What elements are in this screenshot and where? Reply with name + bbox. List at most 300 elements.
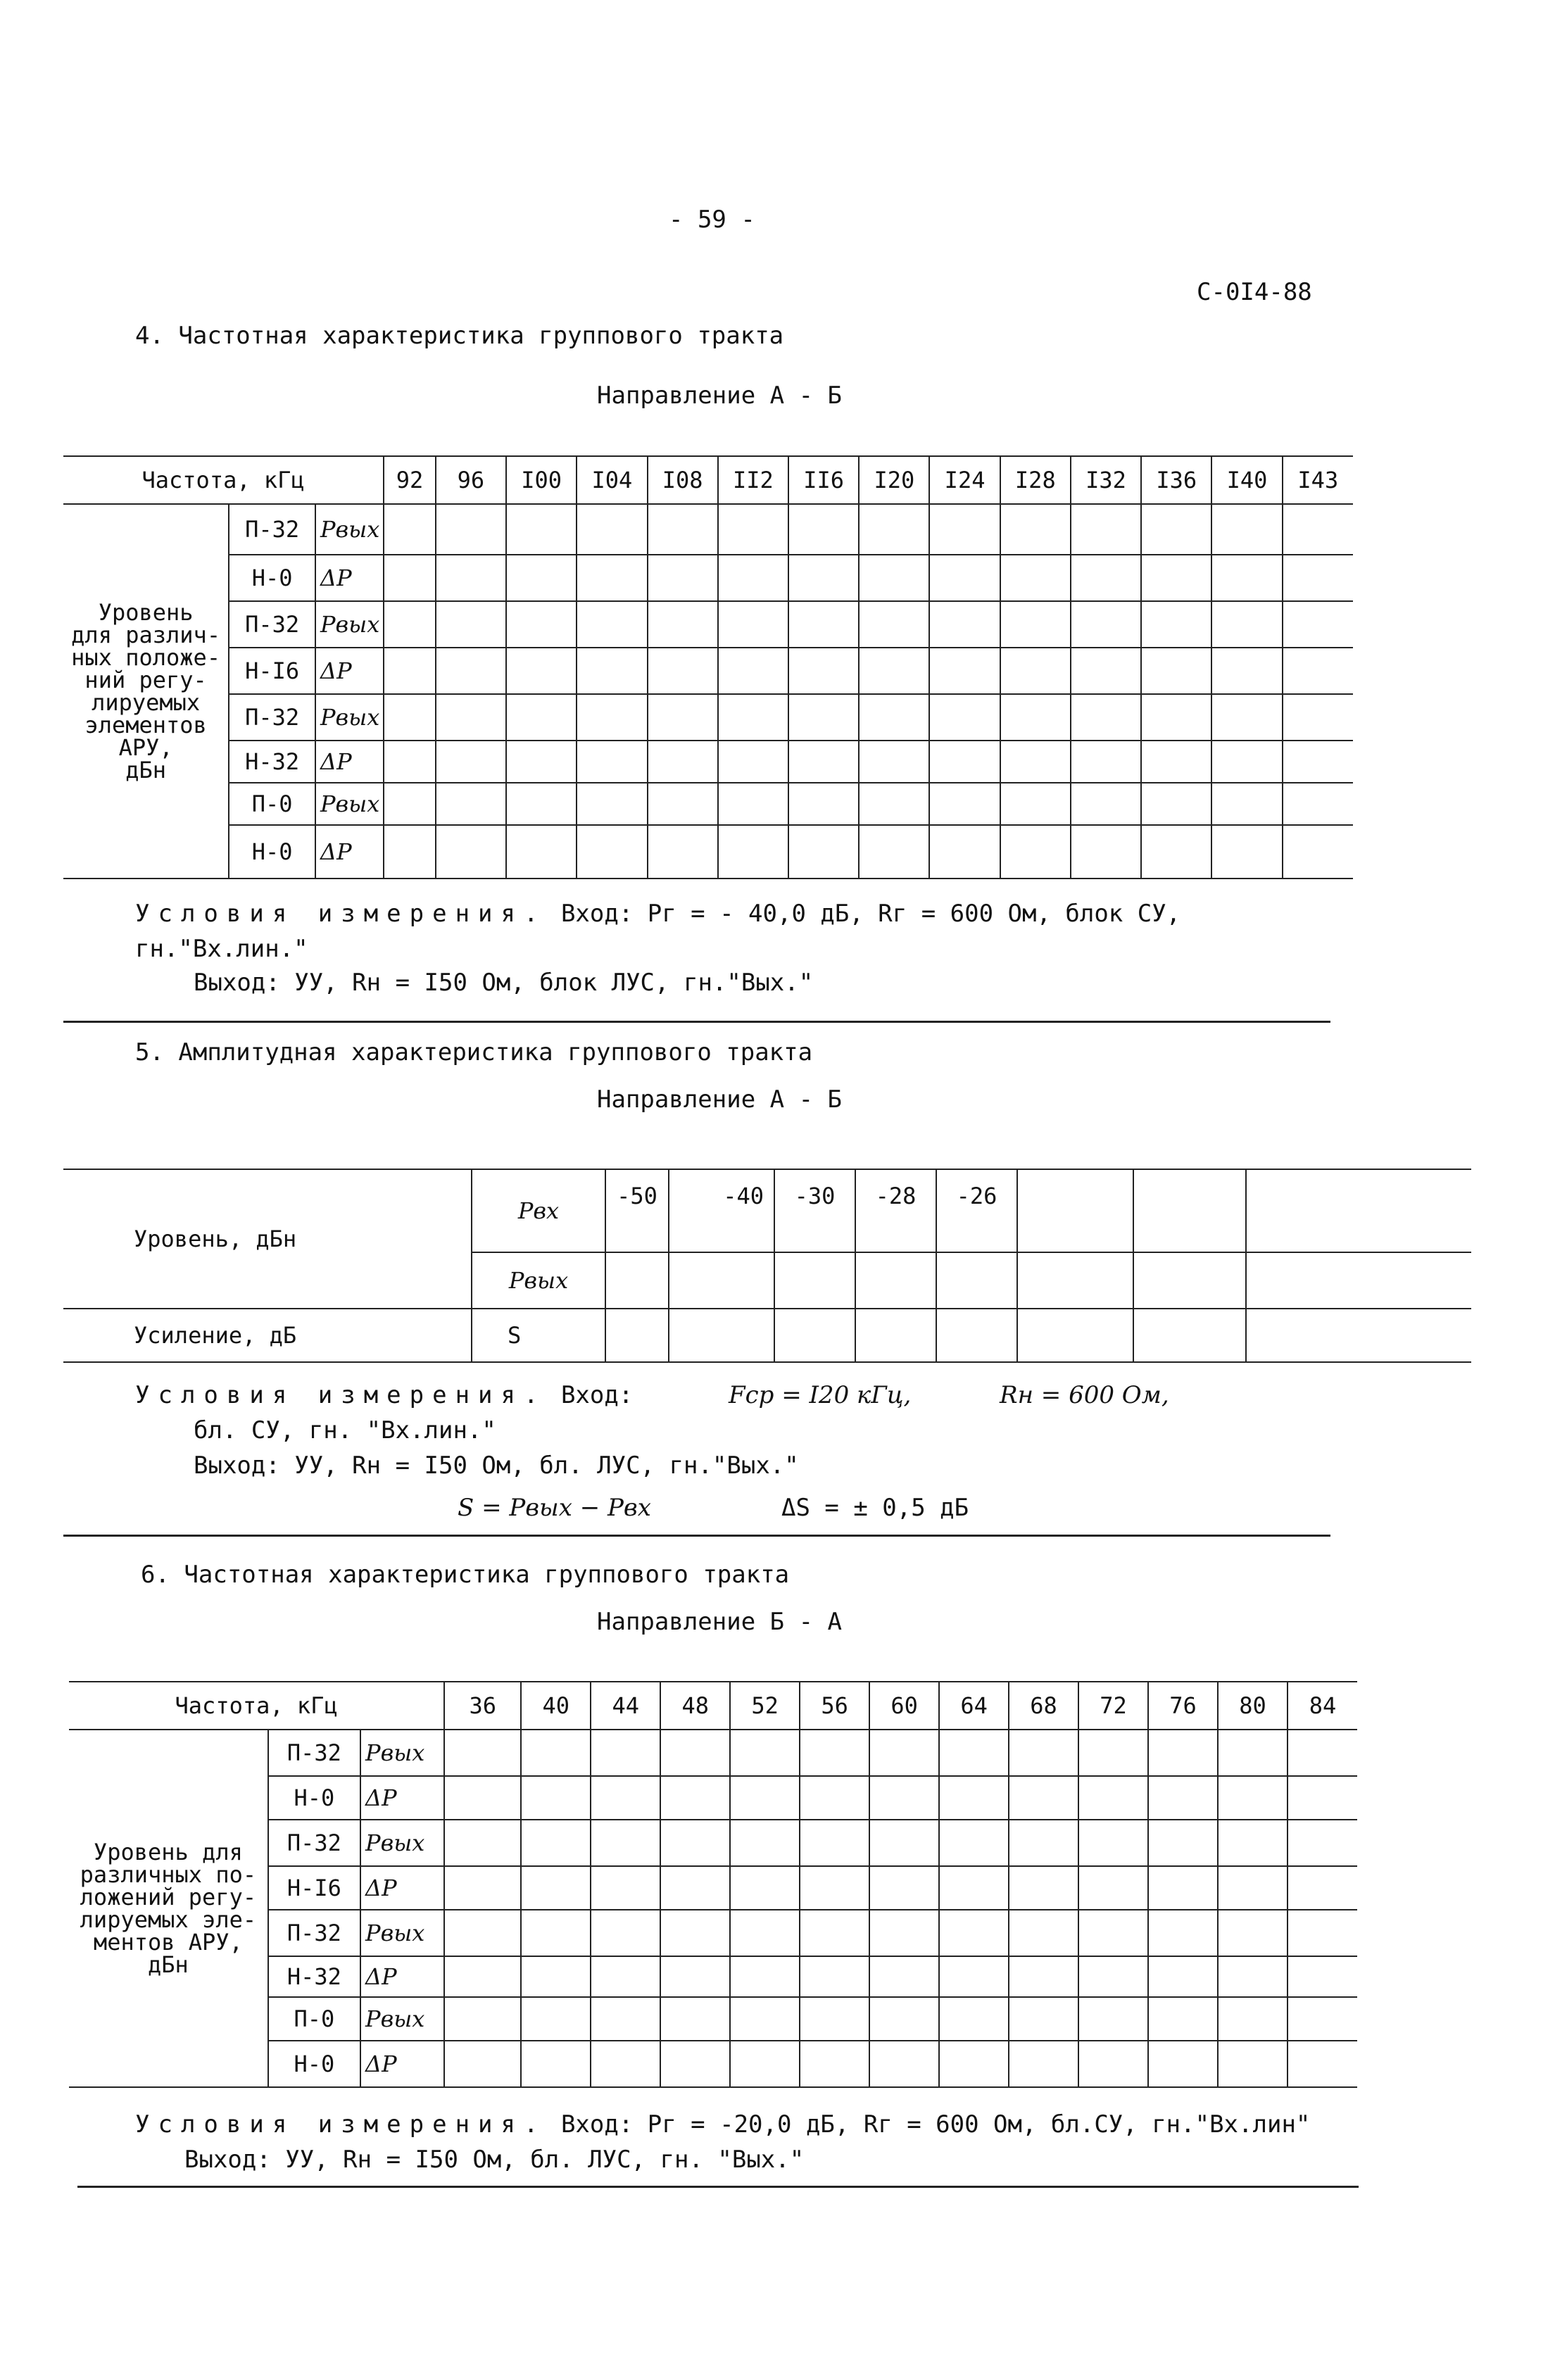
s6-value-cell	[939, 1910, 1009, 1956]
s6-symbol: ΔP	[360, 2041, 444, 2087]
s6-symbol: Pвых	[360, 1997, 444, 2041]
s6-value-cell	[660, 2041, 730, 2087]
s6-value-cell	[1148, 2041, 1218, 2087]
s4-value-cell	[648, 741, 718, 783]
s4-freq-5: II2	[718, 456, 788, 504]
section6-direction: Направление Б - А	[597, 1608, 842, 1636]
s5-empty-cell	[855, 1309, 936, 1362]
s6-freq-7: 64	[939, 1682, 1009, 1730]
s6-value-cell	[1009, 2041, 1078, 2087]
s4-freq-1: 96	[436, 456, 506, 504]
s4-value-cell	[1211, 783, 1282, 825]
s6-value-cell	[521, 1956, 591, 1997]
s6-value-cell	[444, 1997, 521, 2041]
s5-val-4: -26	[936, 1169, 1017, 1252]
s5-sym-gain: S	[472, 1309, 605, 1362]
s4-position: Н-I6	[229, 648, 315, 694]
s6-value-cell	[730, 1820, 800, 1866]
s6-value-cell	[444, 1910, 521, 1956]
s4-value-cell	[859, 783, 929, 825]
s6-value-cell	[591, 1956, 660, 1997]
s5-empty-cell	[1017, 1252, 1133, 1309]
s6-value-cell	[869, 1910, 939, 1956]
s6-value-cell	[939, 1997, 1009, 2041]
s6-value-cell	[521, 2041, 591, 2087]
s6-symbol: ΔP	[360, 1956, 444, 1997]
s5-empty-cell	[1133, 1252, 1246, 1309]
s4-value-cell	[384, 648, 436, 694]
s4-value-cell	[1283, 504, 1353, 555]
s4-value-cell	[1141, 504, 1211, 555]
s4-value-cell	[577, 741, 647, 783]
s6-value-cell	[1148, 1956, 1218, 1997]
s6-value-cell	[591, 1866, 660, 1910]
s6-position: Н-0	[268, 1776, 360, 1820]
s6-value-cell	[660, 1776, 730, 1820]
s4-freq-11: I36	[1141, 456, 1211, 504]
s4-value-cell	[436, 825, 506, 879]
s6-position: Н-I6	[268, 1866, 360, 1910]
s6-value-cell	[1078, 2041, 1148, 2087]
s6-value-cell	[730, 1866, 800, 1910]
s5-level-label: Уровень, дБн	[63, 1169, 472, 1309]
s4-value-cell	[384, 555, 436, 601]
s6-value-cell	[660, 1997, 730, 2041]
s4-value-cell	[718, 783, 788, 825]
s4-conditions-line3: Выход: УУ, Rн = I50 Ом, блок ЛУС, гн."Вых."	[194, 969, 814, 997]
s6-value-cell	[1288, 1956, 1357, 1997]
s4-value-cell	[1000, 741, 1071, 783]
s6-freq-9: 72	[1078, 1682, 1148, 1730]
s6-value-cell	[939, 1866, 1009, 1910]
s4-row	[63, 825, 1353, 879]
s6-freq-3: 48	[660, 1682, 730, 1730]
s6-value-cell	[730, 2041, 800, 2087]
s4-position: П-32	[229, 504, 315, 555]
s4-value-cell	[859, 504, 929, 555]
s4-value-cell	[1283, 741, 1353, 783]
s6-position: Н-0	[268, 2041, 360, 2087]
s6-position: П-32	[268, 1820, 360, 1866]
s4-value-cell	[577, 783, 647, 825]
s6-value-cell	[939, 1956, 1009, 1997]
s6-value-cell	[869, 1776, 939, 1820]
s4-symbol: ΔP	[315, 825, 384, 879]
s4-freq-9: I28	[1000, 456, 1071, 504]
s4-value-cell	[648, 504, 718, 555]
s6-freq-0: 36	[444, 1682, 521, 1730]
s4-value-cell	[929, 783, 1000, 825]
s4-symbol: Pвых	[315, 783, 384, 825]
s6-value-cell	[1148, 1997, 1218, 2041]
s6-value-cell	[1218, 1910, 1288, 1956]
s4-bottom-rule	[63, 1021, 1330, 1023]
s4-value-cell	[1283, 648, 1353, 694]
s6-freq-5: 56	[800, 1682, 869, 1730]
s4-value-cell	[718, 741, 788, 783]
s4-value-cell	[384, 783, 436, 825]
s6-value-cell	[1288, 1820, 1357, 1866]
s6-value-cell	[444, 1866, 521, 1910]
section4-title: 4. Частотная характеристика группового тракта	[135, 322, 784, 350]
s5-empty-cell	[936, 1252, 1017, 1309]
s4-value-cell	[859, 741, 929, 783]
s5-empty-cell	[855, 1252, 936, 1309]
s6-value-cell	[1288, 1776, 1357, 1820]
s4-row	[63, 601, 1353, 648]
s4-value-cell	[1000, 648, 1071, 694]
s6-value-cell	[1078, 1866, 1148, 1910]
s6-value-cell	[1078, 1956, 1148, 1997]
s6-conditions-line1: Условия измерения. Вход: Pг = -20,0 дБ, Rг = 600 Ом, бл.СУ, гн."Вх.лин"	[135, 2110, 1311, 2139]
s4-value-cell	[1071, 648, 1141, 694]
s4-freq-3: I04	[577, 456, 647, 504]
s6-value-cell	[1078, 1997, 1148, 2041]
s4-value-cell	[506, 648, 577, 694]
s4-symbol: Pвых	[315, 601, 384, 648]
s4-value-cell	[718, 601, 788, 648]
s5-bottom-rule	[63, 1535, 1330, 1537]
s4-value-cell	[1211, 504, 1282, 555]
s6-value-cell	[800, 1997, 869, 2041]
s5-empty-cell	[936, 1309, 1017, 1362]
s4-value-cell	[1283, 601, 1353, 648]
s5-empty-cell	[1246, 1169, 1471, 1252]
s4-row	[63, 648, 1353, 694]
s4-value-cell	[577, 555, 647, 601]
s6-value-cell	[660, 1910, 730, 1956]
s6-position: П-32	[268, 1910, 360, 1956]
s4-position: П-32	[229, 601, 315, 648]
s4-value-cell	[859, 648, 929, 694]
s4-symbol: ΔP	[315, 555, 384, 601]
s4-value-cell	[1211, 825, 1282, 879]
s6-value-cell	[521, 1820, 591, 1866]
s4-value-cell	[1211, 648, 1282, 694]
s6-value-cell	[939, 1776, 1009, 1820]
s4-value-cell	[436, 555, 506, 601]
s4-row	[63, 741, 1353, 783]
s4-value-cell	[718, 504, 788, 555]
s4-value-cell	[1211, 694, 1282, 741]
s4-value-cell	[436, 783, 506, 825]
s6-value-cell	[1148, 1866, 1218, 1910]
s6-value-cell	[660, 1730, 730, 1776]
s4-value-cell	[1283, 555, 1353, 601]
s4-value-cell	[1141, 648, 1211, 694]
s4-conditions-line2: гн."Вх.лин."	[135, 935, 308, 963]
s6-symbol: ΔP	[360, 1776, 444, 1820]
s5-empty-cell	[669, 1309, 774, 1362]
s4-value-cell	[788, 741, 859, 783]
s6-value-cell	[1078, 1776, 1148, 1820]
s6-value-cell	[521, 1997, 591, 2041]
s6-value-cell	[1009, 1776, 1078, 1820]
s6-value-cell	[1009, 1820, 1078, 1866]
s6-value-cell	[730, 1910, 800, 1956]
s4-value-cell	[1071, 694, 1141, 741]
s6-value-cell	[1148, 1910, 1218, 1956]
s4-value-cell	[648, 825, 718, 879]
s4-value-cell	[1141, 783, 1211, 825]
s4-value-cell	[718, 555, 788, 601]
s6-value-cell	[444, 1730, 521, 1776]
s6-value-cell	[939, 1820, 1009, 1866]
s4-value-cell	[506, 555, 577, 601]
s4-value-cell	[384, 504, 436, 555]
s4-value-cell	[718, 694, 788, 741]
s4-freq-13: I43	[1283, 456, 1353, 504]
s6-value-cell	[1148, 1776, 1218, 1820]
s6-value-cell	[1288, 1997, 1357, 2041]
s6-position: Н-32	[268, 1956, 360, 1997]
s4-position: П-0	[229, 783, 315, 825]
s6-symbol: Pвых	[360, 1910, 444, 1956]
s6-value-cell	[1288, 1866, 1357, 1910]
s4-value-cell	[1141, 555, 1211, 601]
s6-value-cell	[730, 1730, 800, 1776]
s4-value-cell	[1000, 504, 1071, 555]
s6-position: П-0	[268, 1997, 360, 2041]
s4-value-cell	[929, 555, 1000, 601]
s5-val-1: -40	[669, 1169, 774, 1252]
s4-value-cell	[929, 601, 1000, 648]
s4-value-cell	[1071, 783, 1141, 825]
s5-empty-cell	[1017, 1309, 1133, 1362]
s5-empty-cell	[774, 1309, 855, 1362]
s6-value-cell	[1009, 1910, 1078, 1956]
s6-value-cell	[444, 2041, 521, 2087]
s4-value-cell	[788, 555, 859, 601]
s4-value-cell	[506, 504, 577, 555]
s6-value-cell	[869, 1997, 939, 2041]
s6-value-cell	[444, 1776, 521, 1820]
s4-value-cell	[859, 694, 929, 741]
s6-value-cell	[521, 1910, 591, 1956]
s4-value-cell	[718, 648, 788, 694]
s4-value-cell	[384, 601, 436, 648]
s4-freq-0: 92	[384, 456, 436, 504]
s6-value-cell	[1148, 1820, 1218, 1866]
s6-value-cell	[869, 1956, 939, 1997]
s6-value-cell	[1288, 1910, 1357, 1956]
s6-value-cell	[1218, 1776, 1288, 1820]
s5-conditions-line2: бл. СУ, гн. "Вх.лин."	[194, 1416, 496, 1444]
s5-cond-rn: Rн = 600 Ом,	[1000, 1381, 1169, 1409]
s5-empty-cell	[1133, 1169, 1246, 1252]
s6-freq-2: 44	[591, 1682, 660, 1730]
s4-position: Н-0	[229, 555, 315, 601]
s4-value-cell	[1000, 601, 1071, 648]
s4-value-cell	[788, 504, 859, 555]
s4-value-cell	[929, 825, 1000, 879]
s5-empty-cell	[774, 1252, 855, 1309]
s6-value-cell	[1218, 2041, 1288, 2087]
s4-row	[63, 694, 1353, 741]
section6-table	[69, 1681, 1357, 2088]
s4-value-cell	[648, 694, 718, 741]
s6-value-cell	[521, 1776, 591, 1820]
s4-value-cell	[384, 825, 436, 879]
s4-value-cell	[436, 504, 506, 555]
s4-value-cell	[506, 783, 577, 825]
s5-empty-cell	[605, 1309, 669, 1362]
s6-value-cell	[591, 1997, 660, 2041]
s4-row-label: Уровень для различ- ных положе- ний регу- лируемых элементов АРУ, дБн	[63, 504, 229, 879]
s6-value-cell	[591, 2041, 660, 2087]
s6-freq-6: 60	[869, 1682, 939, 1730]
s4-value-cell	[788, 694, 859, 741]
s4-value-cell	[436, 648, 506, 694]
s4-value-cell	[929, 741, 1000, 783]
s6-value-cell	[1218, 1820, 1288, 1866]
s6-freq-8: 68	[1009, 1682, 1078, 1730]
s6-value-cell	[444, 1820, 521, 1866]
s4-value-cell	[436, 741, 506, 783]
s6-symbol: ΔP	[360, 1866, 444, 1910]
s4-value-cell	[506, 741, 577, 783]
s5-sym-out: Pвых	[472, 1252, 605, 1309]
s5-val-2: -30	[774, 1169, 855, 1252]
s6-position: П-32	[268, 1730, 360, 1776]
s4-symbol: Pвых	[315, 504, 384, 555]
s5-empty-cell	[605, 1252, 669, 1309]
s6-value-cell	[521, 1866, 591, 1910]
s6-value-cell	[660, 1820, 730, 1866]
s6-value-cell	[591, 1730, 660, 1776]
s4-value-cell	[859, 555, 929, 601]
s5-empty-cell	[1017, 1169, 1133, 1252]
section5-table	[63, 1169, 1471, 1363]
s4-value-cell	[929, 504, 1000, 555]
s6-symbol: Pвых	[360, 1730, 444, 1776]
s4-value-cell	[506, 694, 577, 741]
s5-val-3: -28	[855, 1169, 936, 1252]
s4-position: П-32	[229, 694, 315, 741]
s6-value-cell	[1078, 1910, 1148, 1956]
s4-value-cell	[1000, 783, 1071, 825]
s5-sym-in: Pвх	[472, 1169, 605, 1252]
s4-value-cell	[1211, 555, 1282, 601]
s6-value-cell	[869, 2041, 939, 2087]
s4-value-cell	[384, 741, 436, 783]
s4-value-cell	[1283, 825, 1353, 879]
s4-freq-8: I24	[929, 456, 1000, 504]
s6-value-cell	[1148, 1730, 1218, 1776]
s4-value-cell	[577, 825, 647, 879]
s6-value-cell	[800, 1956, 869, 1997]
s5-empty-cell	[1133, 1309, 1246, 1362]
s4-value-cell	[384, 694, 436, 741]
s5-tolerance: ΔS = ± 0,5 дБ	[781, 1494, 969, 1522]
s5-cond-fcp: Fср = I20 кГц,	[729, 1381, 912, 1409]
s6-value-cell	[591, 1820, 660, 1866]
s4-value-cell	[788, 783, 859, 825]
s4-value-cell	[648, 648, 718, 694]
s4-position: Н-0	[229, 825, 315, 879]
s6-value-cell	[800, 1730, 869, 1776]
s4-value-cell	[577, 601, 647, 648]
s6-value-cell	[869, 1866, 939, 1910]
s6-value-cell	[1009, 1866, 1078, 1910]
s5-gain-label: Усиление, дБ	[63, 1309, 472, 1362]
s4-row	[63, 504, 1353, 555]
s6-row	[69, 1730, 1357, 1776]
s6-freq-10: 76	[1148, 1682, 1218, 1730]
s6-value-cell	[1009, 1730, 1078, 1776]
s6-conditions-line2: Выход: УУ, Rн = I50 Ом, бл. ЛУС, гн. "Вых."	[184, 2146, 805, 2174]
s6-value-cell	[800, 1910, 869, 1956]
s4-value-cell	[506, 601, 577, 648]
s4-value-cell	[436, 601, 506, 648]
s6-freq-4: 52	[730, 1682, 800, 1730]
s6-value-cell	[1218, 1866, 1288, 1910]
s6-value-cell	[939, 2041, 1009, 2087]
s6-freq-1: 40	[521, 1682, 591, 1730]
s4-position: Н-32	[229, 741, 315, 783]
s6-value-cell	[1288, 2041, 1357, 2087]
s4-freq-12: I40	[1211, 456, 1282, 504]
s6-value-cell	[869, 1820, 939, 1866]
s4-value-cell	[929, 648, 1000, 694]
s4-value-cell	[1141, 601, 1211, 648]
s4-value-cell	[1211, 601, 1282, 648]
s6-value-cell	[730, 1997, 800, 2041]
s6-value-cell	[1009, 1956, 1078, 1997]
s4-symbol: ΔP	[315, 648, 384, 694]
s6-value-cell	[800, 1820, 869, 1866]
s4-value-cell	[1000, 694, 1071, 741]
s6-value-cell	[800, 1776, 869, 1820]
s4-row	[63, 555, 1353, 601]
s4-value-cell	[859, 601, 929, 648]
s5-empty-cell	[1246, 1309, 1471, 1362]
s6-value-cell	[660, 1956, 730, 1997]
s4-value-cell	[1211, 741, 1282, 783]
s4-value-cell	[1000, 555, 1071, 601]
section6-title: 6. Частотная характеристика группового тракта	[141, 1561, 790, 1589]
s4-value-cell	[1283, 783, 1353, 825]
s4-value-cell	[506, 825, 577, 879]
section4-table	[63, 455, 1353, 879]
s4-value-cell	[577, 648, 647, 694]
s6-value-cell	[1078, 1730, 1148, 1776]
s4-value-cell	[788, 601, 859, 648]
s4-value-cell	[1141, 741, 1211, 783]
s4-value-cell	[1071, 504, 1141, 555]
s4-value-cell	[1283, 694, 1353, 741]
s4-value-cell	[1071, 825, 1141, 879]
s4-value-cell	[788, 825, 859, 879]
s4-freq-6: II6	[788, 456, 859, 504]
s4-value-cell	[1071, 741, 1141, 783]
s4-symbol: ΔP	[315, 741, 384, 783]
s4-value-cell	[788, 648, 859, 694]
s6-symbol: Pвых	[360, 1820, 444, 1866]
s5-val-0: -50	[605, 1169, 669, 1252]
s4-value-cell	[859, 825, 929, 879]
s4-value-cell	[648, 601, 718, 648]
s6-value-cell	[660, 1866, 730, 1910]
page-number: - 59 -	[669, 206, 755, 234]
s6-row-label: Уровень для различных по- ложений регу- лируемых эле- ментов АРУ, дБн	[69, 1730, 268, 2087]
s6-value-cell	[591, 1776, 660, 1820]
s6-freq-header: Частота, кГц	[69, 1682, 444, 1730]
s5-formula: S = Pвых − Pвх	[458, 1494, 651, 1522]
s6-value-cell	[730, 1956, 800, 1997]
s6-value-cell	[800, 1866, 869, 1910]
s5-empty-cell	[1246, 1252, 1471, 1309]
